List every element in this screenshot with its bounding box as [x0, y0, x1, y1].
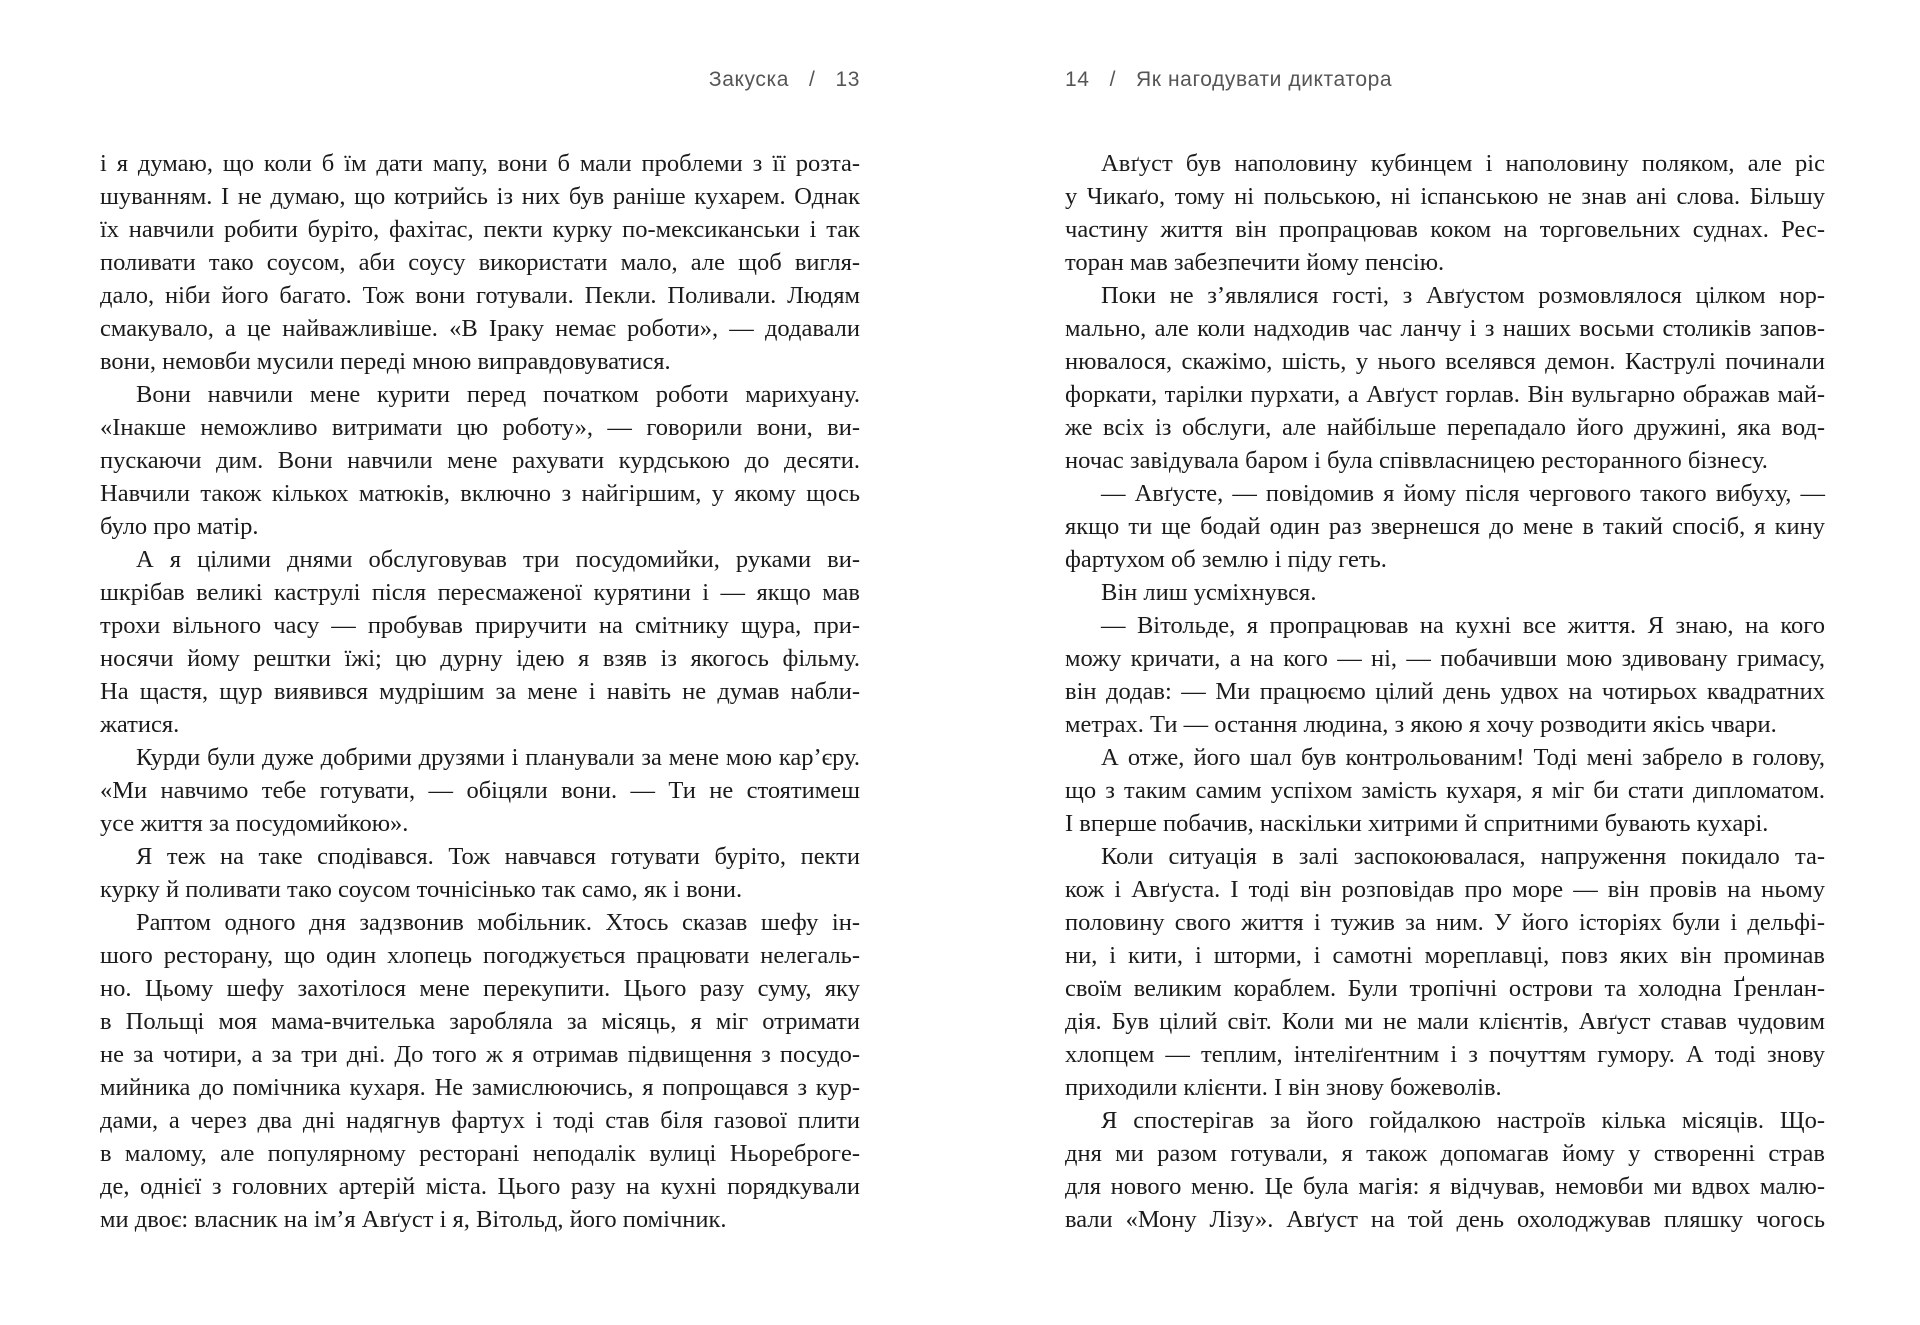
text-line: шого ресторану, що один хлопець погоджується працювати нелегаль-	[100, 942, 860, 969]
text-line: приходили клієнти. І він знову божеволів.	[1065, 1074, 1502, 1101]
text-line: форкати, тарілки пурхати, а Авґуст горлав. Він вульгарно ображав май-	[1065, 381, 1825, 408]
right-running-head	[1065, 68, 1392, 92]
text-line: усе життя за посудомийкою».	[100, 810, 409, 837]
book-title: Як нагодувати диктатора	[1136, 68, 1393, 91]
text-line: своїм великим кораблем. Були тропічні острови та холодна Ґренлан-	[1065, 975, 1825, 1002]
text-line: мийника до помічника кухаря. Не замислюючись, я попрощався з кур-	[100, 1074, 860, 1101]
text-line: «Інакше неможливо витримати цю роботу», — говорили вони, ви-	[100, 414, 860, 441]
text-line: Вони навчили мене курити перед початком роботи марихуану.	[136, 381, 860, 408]
text-line: Він лиш усміхнувся.	[1101, 579, 1317, 606]
right-body-text	[1065, 147, 1825, 1236]
text-line: не за чотири, а за три дні. До того ж я отримав підвищення з посудо-	[100, 1041, 860, 1068]
text-line: хлопцем — теплим, інтеліґентним і з почуттям гумору. А тоді знову	[1065, 1041, 1825, 1068]
text-line: А отже, його шал був контрольованим! Тоді мені забрело в голову,	[1101, 744, 1825, 771]
text-line: Курди були дуже добрими друзями і планували за мене мою кар’єру.	[136, 744, 860, 771]
text-line: дня ми разом готували, я також допомагав йому у створенні страв	[1065, 1140, 1825, 1167]
text-line: їх навчили робити буріто, фахітас, пекти курку по-мексиканськи і так	[100, 216, 860, 243]
running-head-separator: /	[809, 68, 816, 91]
text-line: у Чикаґо, тому ні польською, ні іспанською не знав ані слова. Більшу	[1065, 183, 1825, 210]
text-line: половину свого життя і тужив за ним. У його історіях були і дельфі-	[1065, 909, 1825, 936]
running-head-separator: /	[1109, 68, 1116, 91]
text-line: смакувало, а це найважливіше. «В Іраку немає роботи», — додавали	[100, 315, 860, 342]
text-line: він додав: — Ми працюємо цілий день удвох на чотирьох квадратних	[1065, 678, 1825, 705]
text-line: в малому, але популярному ресторані неподалік вулиці Ньорeбрoгe-	[100, 1140, 860, 1167]
text-line: дало, ніби його багато. Тож вони готували. Пекли. Поливали. Людям	[100, 282, 860, 309]
text-line: ми двоє: власник на ім’я Авґуст і я, Вітольд, його помічник.	[100, 1206, 727, 1233]
text-line: — Авґусте, — повідомив я йому після чергового такого вибуху, —	[1101, 480, 1825, 507]
text-line: носячи йому рештки їжі; цю дурну ідею я взяв із якогось фільму.	[100, 645, 860, 672]
text-line: — Вітольде, я пропрацював на кухні все життя. Я знаю, на кого	[1101, 612, 1825, 639]
text-line: пускаючи дим. Вони навчили мене рахувати курдською до десяти.	[100, 447, 860, 474]
text-line: І вперше побачив, наскільки хитрими й спритними бувають кухарі.	[1065, 810, 1769, 837]
text-line: же всіх із обслуги, але найбільше перепадало його дружині, яка вод-	[1065, 414, 1825, 441]
text-line: вони, немовби мусили переді мною виправдовуватися.	[100, 348, 671, 375]
text-line: курку й поливати тако соусом точнісінько так само, як і вони.	[100, 876, 743, 903]
text-line: дами, а через два дні надягнув фартух і тоді став біля газової плити	[100, 1107, 860, 1134]
text-line: торан мав забезпечити йому пенсію.	[1065, 249, 1445, 276]
section-title: Закуска	[708, 68, 789, 91]
text-line: кож і Авґуста. І тоді він розповідав про море — він провів на ньому	[1065, 876, 1825, 903]
text-line: мально, але коли надходив час ланчу і з наших восьми столиків запов-	[1065, 315, 1825, 342]
text-line: нювалося, скажімо, шість, у нього вселявся демон. Каструлі починали	[1065, 348, 1825, 375]
text-line: ни, і кити, і шторми, і самотні мореплавці, повз яких він проминав	[1065, 942, 1825, 969]
text-line: частину життя він пропрацював коком на торговельних суднах. Рес-	[1065, 216, 1825, 243]
text-line: вали «Мону Лізу». Авґуст на той день охолоджував пляшку чогось	[1065, 1206, 1825, 1233]
text-line: в Польщі моя мама-вчителька заробляла за місяць, я міг отримати	[100, 1008, 860, 1035]
left-running-head	[709, 68, 860, 92]
left-body-text	[100, 147, 860, 1236]
text-line: і я думаю, що коли б їм дати мапу, вони б мали проблеми з її розта-	[100, 150, 860, 177]
text-line: дія. Був цілий світ. Коли ми не мали клієнтів, Авґуст ставав чудовим	[1065, 1008, 1825, 1035]
text-line: но. Цьому шефу захотілося мене перекупити. Цього разу суму, яку	[100, 975, 860, 1002]
text-line: А я цілими днями обслуговував три посудомийки, руками ви-	[136, 546, 860, 573]
text-line: ночас завідувала баром і була співвласницею ресторанного бізнесу.	[1065, 447, 1768, 474]
page-number: 14	[1065, 68, 1090, 91]
text-line: Я теж на таке сподівався. Тож навчався готувати буріто, пекти	[136, 843, 860, 870]
text-line: було про матір.	[100, 513, 259, 540]
text-line: метрах. Ти — остання людина, з якою я хочу розводити якісь чвари.	[1065, 711, 1777, 738]
text-line: шкрібав великі каструлі після пересмаженої курятини і — якщо мав	[100, 579, 860, 606]
text-line: шуванням. І не думаю, що котрийсь із них був раніше кухарем. Однак	[100, 183, 860, 210]
text-line: жатися.	[100, 711, 180, 738]
text-line: Авґуст був наполовину кубинцем і наполовину поляком, але ріс	[1101, 150, 1825, 177]
text-line: Я спостерігав за його гойдалкою настроїв кілька місяців. Що-	[1101, 1107, 1825, 1134]
text-line: де, однієї з головних артерій міста. Цього разу на кухні порядкували	[100, 1173, 860, 1200]
text-line: «Ми навчимо тебе готувати, — обіцяли вони. — Ти не стоятимеш	[100, 777, 860, 804]
text-line: Раптом одного дня задзвонив мобільник. Хтось сказав шефу ін-	[136, 909, 860, 936]
text-line: Поки не з’являлися гості, з Авґустом розмовлялося цілком нор-	[1101, 282, 1825, 309]
right-page	[1065, 0, 1825, 1325]
left-page	[100, 0, 860, 1325]
text-line: що з таким самим успіхом замість кухаря, я міг би стати дипломатом.	[1065, 777, 1825, 804]
page-number: 13	[835, 68, 860, 91]
text-line: можу кричати, а на кого — ні, — побачивши мою здивовану гримасу,	[1065, 645, 1825, 672]
text-line: трохи вільного часу — пробував приручити на смітнику щура, при-	[100, 612, 860, 639]
text-line: для нового меню. Це була магія: я відчував, немовби ми вдвох малю-	[1065, 1173, 1825, 1200]
text-line: На щастя, щур виявився мудрішим за мене і навіть не думав набли-	[100, 678, 860, 705]
text-line: якщо ти ще бодай один раз звернешся до мене в такий спосіб, я кину	[1065, 513, 1825, 540]
text-line: поливати тако соусом, аби соусу використати мало, але щоб вигля-	[100, 249, 860, 276]
text-line: Навчили також кількох матюків, включно з найгіршим, у якому щось	[100, 480, 860, 507]
text-line: Коли ситуація в залі заспокоювалася, напруження покидало та-	[1101, 843, 1825, 870]
text-line: фартухом об землю і піду геть.	[1065, 546, 1387, 573]
